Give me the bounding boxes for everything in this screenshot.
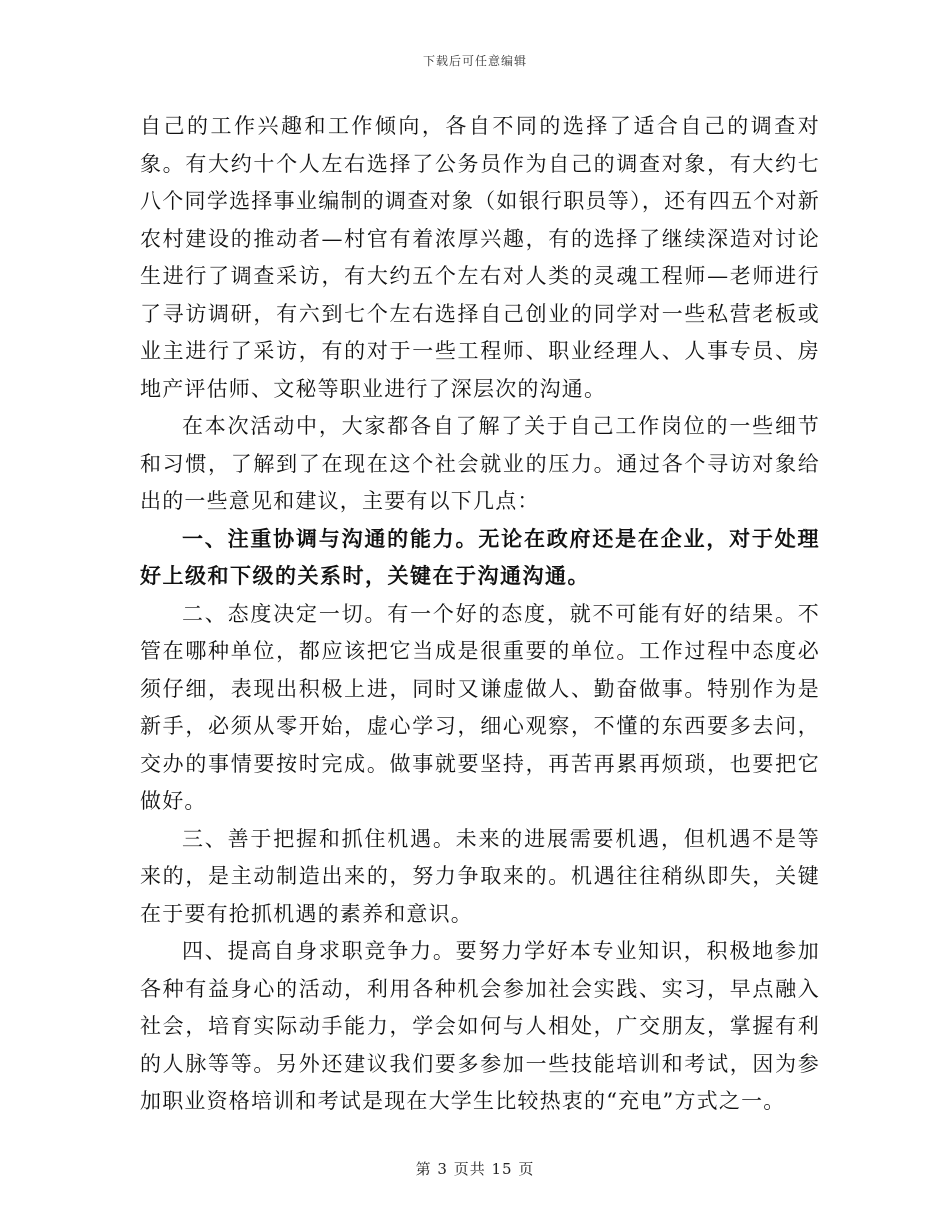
- paragraph-continuation: 自己的工作兴趣和工作倾向，各自不同的选择了适合自己的调查对象。有大约十个人左右选择了公务员作为自己的调查对象，有大约七八个同学选择事业编制的调查对象（如银行职员等），还有四五个对新农村建设的推动者—村官有着浓厚兴趣，有的选择了继续深造对讨论生进行了调查采访，有大约五个左右对人类的灵魂工程师—老师进行了寻访调研，有六到七个左右选择自己创业的同学对一些私营老板或业主进行了采访，有的对于一些工程师、职业经理人、人事专员、房地产评估师、文秘等职业进行了深层次的沟通。: [140, 114, 820, 401]
- page-number-footer: 第 3 页共 15 页: [415, 1160, 535, 1178]
- paragraph-point-four: 四、提高自身求职竞争力。要努力学好本专业知识，积极地参加各种有益身心的活动，利用各种机会参加社会实践、实习，早点融入社会，培育实际动手能力，学会如何与人相处，广交朋友，掌握有利的人脉等等。另外还建议我们要多参加一些技能培训和考试，因为参加职业资格培训和考试是现在大学生比较热衷的“充电”方式之一。: [140, 939, 820, 1113]
- paragraph-point-one: 一、注重协调与沟通的能力。无论在政府还是在企业，对于处理好上级和下级的关系时，关键在于沟通沟通。: [140, 526, 820, 588]
- paragraph-point-three: 三、善于把握和抓住机遇。未来的进展需要机遇，但机遇不是等来的，是主动制造出来的，努力争取来的。机遇往往稍纵即失，关键在于要有抢抓机遇的素养和意识。: [140, 826, 820, 926]
- paragraph-point-two: 二、态度决定一切。有一个好的态度，就不可能有好的结果。不管在哪种单位，都应该把它当成是很重要的单位。工作过程中态度必须仔细，表现出积极上进，同时又谦虚做人、勤奋做事。特别作为是新手，必须从零开始，虚心学习，细心观察，不懂的东西要多去问，交办的事情要按时完成。做事就要坚持，再苦再累再烦琐，也要把它做好。: [140, 601, 820, 813]
- page-header: 下载后可任意编辑: [422, 54, 527, 68]
- paragraph-activity-summary: 在本次活动中，大家都各自了解了关于自己工作岗位的一些细节和习惯，了解到了在现在这个社会就业的压力。通过各个寻访对象给出的一些意见和建议，主要有以下几点：: [140, 414, 820, 513]
- document-body: [140, 108, 820, 1121]
